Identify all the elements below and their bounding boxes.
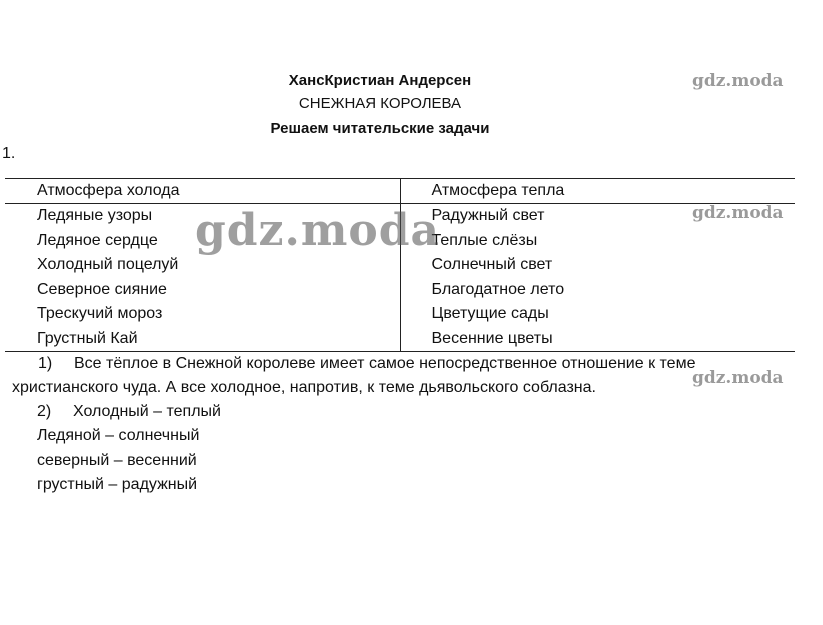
task-number: 1. xyxy=(2,145,16,162)
answer-item-1 xyxy=(12,352,797,400)
watermark-text: gdz.moda xyxy=(692,203,784,223)
cold-cell: Ледяные узоры xyxy=(5,204,400,229)
warm-cell: Благодатное лето xyxy=(431,280,565,298)
antonym-pair: Ледяной – солнечный xyxy=(37,427,200,444)
answer-item-2 xyxy=(37,400,221,424)
table-row xyxy=(5,253,795,278)
work-title: СНЕЖНАЯ КОРОЛЕВА xyxy=(298,95,462,112)
cold-cell: Грустный Кай xyxy=(5,327,400,352)
cold-cell: Ледяное сердце xyxy=(5,229,400,254)
antonym-pair: грустный – радужный xyxy=(37,476,198,493)
section-subtitle: Решаем читательские задачи xyxy=(270,120,490,137)
table-header-row xyxy=(5,179,795,204)
table-row xyxy=(5,302,795,327)
cold-cell: Холодный поцелуй xyxy=(5,253,400,278)
warm-cell: Радужный свет xyxy=(431,207,545,224)
cold-cell: Северное сияние xyxy=(5,278,400,303)
warm-cell: Весенние цветы xyxy=(400,327,795,352)
watermark-text: gdz.moda xyxy=(692,368,784,388)
answer-item-1-number: 1) xyxy=(38,355,53,372)
warm-cell: Цветущие сады xyxy=(431,305,549,322)
table-row xyxy=(5,327,795,352)
column-header-cold: Атмосфера холода xyxy=(5,179,400,204)
answer-item-1-text: Все тёплое в Снежной королеве имеет самое непосредственное отношение к теме христианского чуда. А все холодное, напротив, к теме дьявольского соблазна. xyxy=(12,355,696,396)
watermark-text: gdz.moda xyxy=(692,71,784,91)
answer-item-2-number: 2) xyxy=(37,403,52,420)
cold-cell: Трескучий мороз xyxy=(5,302,400,327)
column-header-warm: Атмосфера тепла xyxy=(400,179,795,204)
warm-cell: Солнечный свет xyxy=(431,256,553,273)
answer-item-2-text: Холодный – теплый xyxy=(73,403,221,420)
author-name: ХансКристиан Андерсен xyxy=(288,72,472,89)
warm-cell: Теплые слёзы xyxy=(431,231,538,249)
table-row xyxy=(5,278,795,303)
antonym-pair: северный – весенний xyxy=(37,452,197,469)
watermark-large-text: gdz.moda xyxy=(195,205,441,256)
